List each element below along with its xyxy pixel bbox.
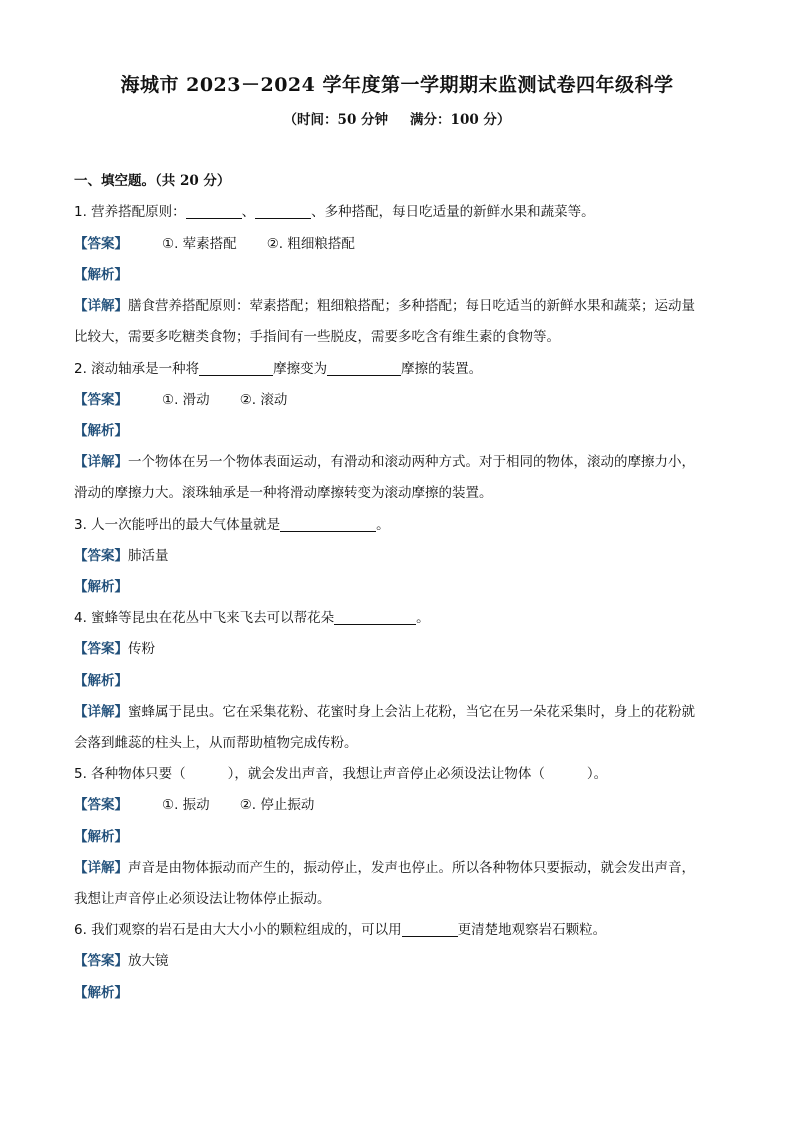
q6-text-post: 更清楚地观察岩石颗粒。 <box>457 922 607 938</box>
answer-label: 【答案】 <box>74 953 128 969</box>
q1-text-post: 、多种搭配，每日吃适量的新鲜水果和蔬菜等。 <box>311 204 595 220</box>
q4-blank <box>334 609 416 625</box>
q2-text-post: 摩擦的装置。 <box>401 361 483 377</box>
q4-answer <box>74 639 734 659</box>
q4-detail-line-2: 会落到雌蕊的柱头上，从而帮助植物完成传粉。 <box>74 735 358 751</box>
q6-answer <box>74 951 734 971</box>
q3-blank <box>280 516 376 532</box>
q2-blank-2 <box>327 360 401 376</box>
question-5 <box>74 764 734 784</box>
question-4 <box>74 608 734 628</box>
answer-label: 【答案】 <box>74 236 128 252</box>
analysis-label: 【解析】 <box>74 579 128 595</box>
answer-label: 【答案】 <box>74 797 128 813</box>
exam-title: 海城市 2023－2024 学年度第一学期期末监测试卷四年级科学 <box>120 74 674 96</box>
question-3 <box>74 515 734 535</box>
q1-detail-line-1 <box>74 296 734 316</box>
q1-detail-line-2: 比较大，需要多吃糖类食物；手指间有一些脱皮，需要多吃含有维生素的食物等。 <box>74 329 560 345</box>
q3-text-pre: 3. 人一次能呼出的最大气体量就是 <box>74 517 281 533</box>
q1-blank-2 <box>255 203 311 219</box>
q6-answer-text: 放大镜 <box>128 953 169 969</box>
detail-label: 【详解】 <box>74 454 128 470</box>
q4-text-post: 。 <box>416 610 430 626</box>
q1-text-mid: 、 <box>241 204 256 220</box>
q6-text-pre: 6. 我们观察的岩石是由大大小小的颗粒组成的，可以用 <box>74 922 402 938</box>
question-2 <box>74 359 734 379</box>
analysis-label: 【解析】 <box>74 673 128 689</box>
section-heading: 一、填空题。（共 20 分） <box>74 173 231 189</box>
q2-analysis <box>74 421 734 441</box>
q2-text-mid: 摩擦变为 <box>273 361 328 377</box>
analysis-label: 【解析】 <box>74 985 128 1001</box>
q1-answer-1: ①. 荤素搭配 <box>162 236 237 252</box>
q2-answer <box>74 390 734 410</box>
question-1 <box>74 202 734 222</box>
q3-text-post: 。 <box>376 517 390 533</box>
q4-detail-text-1: 蜜蜂属于昆虫。它在采集花粉、花蜜时身上会沾上花粉，当它在另一朵花采集时，身上的花粉就 <box>128 704 695 720</box>
q1-answer-2: ②. 粗细粮搭配 <box>266 236 355 252</box>
full-score: 满分：100 分） <box>410 112 511 128</box>
q5-analysis <box>74 827 734 847</box>
time-limit: （时间：50 分钟 <box>283 112 389 128</box>
q1-text-pre: 1. 营养搭配原则： <box>74 204 186 220</box>
q4-text-pre: 4. 蜜蜂等昆虫在花丛中飞来飞去可以帮花朵 <box>74 610 335 626</box>
q2-answer-2: ②. 滚动 <box>239 392 288 408</box>
q4-analysis <box>74 671 734 691</box>
analysis-label: 【解析】 <box>74 423 128 439</box>
q5-detail-line-1 <box>74 858 734 878</box>
analysis-label: 【解析】 <box>74 267 128 283</box>
q4-detail-line-1 <box>74 702 734 722</box>
detail-label: 【详解】 <box>74 704 128 720</box>
q1-blank-1 <box>186 203 242 219</box>
q6-blank <box>402 921 458 937</box>
q5-answer-1: ①. 振动 <box>162 797 210 813</box>
detail-label: 【详解】 <box>74 298 128 314</box>
question-6 <box>74 920 734 940</box>
q1-answer <box>74 234 734 254</box>
analysis-label: 【解析】 <box>74 829 128 845</box>
q5-detail-text-1: 声音是由物体振动而产生的，振动停止，发声也停止。所以各种物体只要振动，就会发出声音， <box>128 860 695 876</box>
exam-subtitle <box>0 108 794 128</box>
q5-answer-2: ②. 停止振动 <box>239 797 315 813</box>
q3-answer <box>74 546 734 566</box>
answer-label: 【答案】 <box>74 548 128 564</box>
detail-label: 【详解】 <box>74 860 128 876</box>
q5-text-mid: ），就会发出声音，我想让声音停止必须设法让物体（ <box>227 766 545 782</box>
q2-detail-text-1: 一个物体在另一个物体表面运动，有滑动和滚动两种方式。对于相同的物体，滚动的摩擦力小， <box>128 454 695 470</box>
q1-detail-text-1: 膳食营养搭配原则：荤素搭配；粗细粮搭配；多种搭配；每日吃适当的新鲜水果和蔬菜；运动量 <box>128 298 695 314</box>
q2-detail-line-2: 滑动的摩擦力大。滚珠轴承是一种将滑动摩擦转变为滚动摩擦的装置。 <box>74 485 493 501</box>
q5-answer <box>74 795 734 815</box>
q5-detail-line-2: 我想让声音停止必须设法让物体停止振动。 <box>74 891 331 907</box>
q1-analysis <box>74 265 734 285</box>
q2-detail-line-1 <box>74 452 734 472</box>
q6-analysis <box>74 983 734 1003</box>
q2-blank-1 <box>199 360 273 376</box>
q5-text-pre: 5. 各种物体只要（ <box>74 766 186 782</box>
q2-answer-1: ①. 滑动 <box>162 392 210 408</box>
q3-analysis <box>74 577 734 597</box>
q5-text-post: ）。 <box>586 766 608 782</box>
answer-label: 【答案】 <box>74 392 128 408</box>
answer-label: 【答案】 <box>74 641 128 657</box>
q3-answer-text: 肺活量 <box>128 548 169 564</box>
q2-text-pre: 2. 滚动轴承是一种将 <box>74 361 200 377</box>
q4-answer-text: 传粉 <box>128 641 155 657</box>
